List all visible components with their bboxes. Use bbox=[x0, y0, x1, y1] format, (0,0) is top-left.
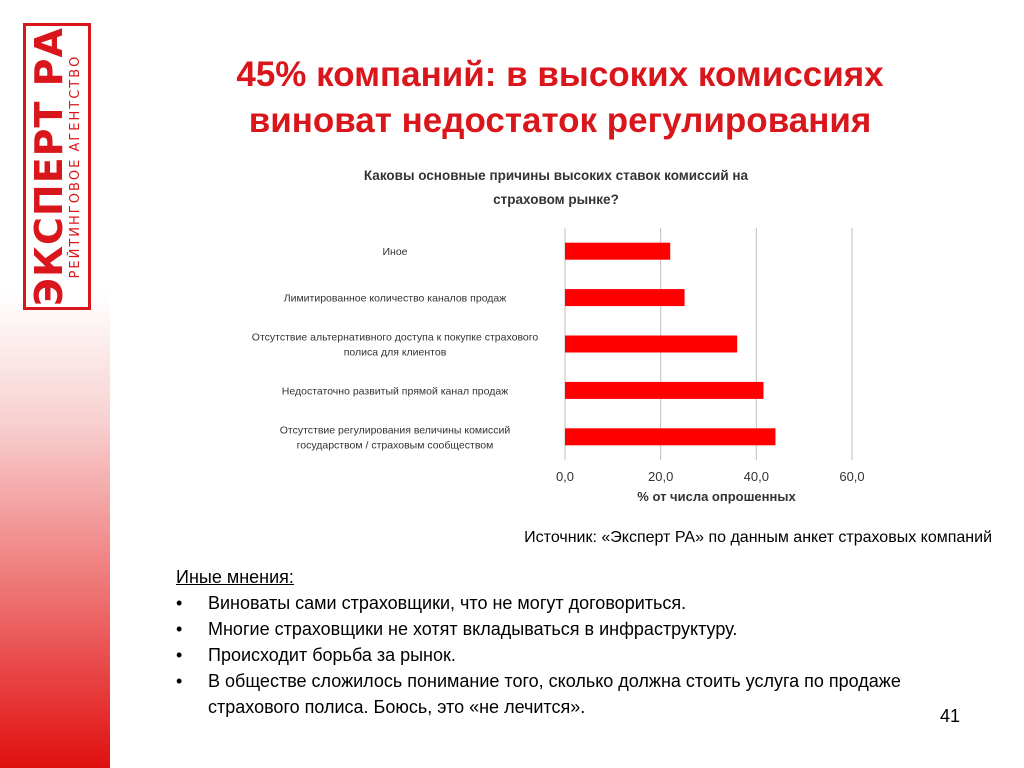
category-label: Отсутствие альтернативного доступа к покупке страхового bbox=[251, 331, 539, 344]
category-label: Иное bbox=[382, 246, 408, 259]
x-tick-label: 60,0 bbox=[839, 469, 865, 484]
x-tick-label: 40,0 bbox=[743, 469, 769, 484]
slide-title-line-2: виноват недостаток регулирования bbox=[248, 101, 872, 140]
opinion-text: В обществе сложилось понимание того, сколько должна стоить услуга по продаже страхового полиса. Боюсь, это «не лечится». bbox=[208, 671, 901, 717]
opinion-item bbox=[176, 642, 936, 668]
bar bbox=[565, 336, 737, 353]
bullet-marker: • bbox=[176, 671, 183, 691]
category-label: государством / страховым сообществом bbox=[296, 439, 494, 452]
other-opinions bbox=[176, 564, 936, 720]
opinion-item bbox=[176, 616, 936, 642]
opinion-text: Виноваты сами страховщики, что не могут договориться. bbox=[208, 593, 687, 613]
source-note: Источник: «Эксперт РА» по данным анкет страховых компаний bbox=[524, 529, 992, 546]
x-tick-label: 20,0 bbox=[648, 469, 674, 484]
other-opinions-heading: Иные мнения: bbox=[176, 567, 294, 587]
bar bbox=[565, 428, 775, 445]
bar bbox=[565, 243, 670, 260]
bar bbox=[565, 289, 685, 306]
logo-sub-text: РЕЙТИНГОВОЕ АГЕНТСТВО bbox=[68, 54, 83, 279]
page-number: 41 bbox=[940, 706, 961, 726]
opinion-text: Происходит борьба за рынок. bbox=[208, 645, 456, 665]
category-label: Лимитированное количество каналов продаж bbox=[283, 292, 507, 305]
category-label: полиса для клиентов bbox=[343, 346, 447, 359]
bar bbox=[565, 382, 764, 399]
x-axis-label: % от числа опрошенных bbox=[637, 489, 796, 504]
bullet-marker: • bbox=[176, 619, 183, 639]
slide-title-line-1: 45% компаний: в высоких комиссиях bbox=[236, 55, 884, 94]
logo-main-text: ЭКСПЕРТ РА bbox=[27, 27, 71, 306]
category-label: Недостаточно развитый прямой канал продаж bbox=[281, 385, 509, 398]
category-label: Отсутствие регулирования величины комиссий bbox=[279, 424, 511, 437]
bullet-marker: • bbox=[176, 593, 183, 613]
opinion-text: Многие страховщики не хотят вкладываться в инфраструктуру. bbox=[208, 619, 738, 639]
x-tick-label: 0,0 bbox=[555, 469, 575, 484]
opinion-item bbox=[176, 590, 936, 616]
chart-title-line: страховом рынке? bbox=[493, 192, 619, 207]
opinions-list bbox=[176, 590, 936, 720]
opinion-item bbox=[176, 668, 936, 720]
bullet-marker: • bbox=[176, 645, 183, 665]
chart-title-line: Каковы основные причины высоких ставок комиссий на bbox=[363, 168, 749, 183]
